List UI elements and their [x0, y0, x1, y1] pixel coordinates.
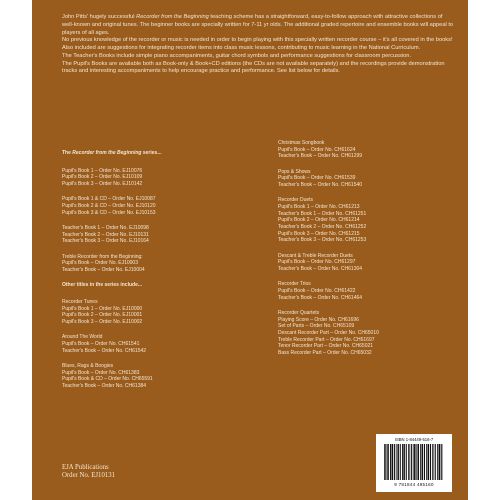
intro-text [62, 14, 454, 76]
barcode-bar [398, 444, 399, 480]
order-item: Teacher's Book 3 – Order No. EJ10164 [62, 238, 149, 245]
title-group [62, 299, 252, 326]
barcode-bar [432, 444, 433, 480]
barcode-bar [422, 444, 423, 480]
barcode-bar [435, 444, 436, 480]
order-item: Teacher's Book – Order No. CH61540 [278, 182, 363, 189]
order-item: Bass Recorder Part – Order No. CH65032 [278, 350, 372, 357]
intro-paragraph: The Pupil's Books are available both as Book-only & Book+CD editions (the CDs are not available separately) and the recordings provide demonstration tracks and interesting accompaniments to help encourage practice and performance. See list below for details. [62, 60, 445, 75]
barcode-bar [409, 444, 410, 480]
barcode-bar [390, 444, 391, 480]
intro-paragraph: John Pitts' hugely successful Recorder from the Beginning teaching scheme has a straightforward, easy-to-follow approach with attractive collections of well-known and original tunes. The beginner books are specially written for 7-11 yr olds. The additional graded repertoire and ensemble books will appeal to players of all ages. [62, 14, 454, 36]
barcode-bar [406, 444, 407, 480]
title-group-header: Treble Recorder from the Beginning: [62, 253, 143, 260]
title-group-header: Christmas Songbook [278, 140, 325, 146]
barcode-bar [408, 444, 409, 480]
title-group [62, 168, 252, 188]
publisher-name: EJA Publications [62, 464, 109, 471]
title-group [62, 225, 252, 245]
order-item: Pupil's Book 2 & CD – Order No. EJ10120 [62, 203, 156, 210]
order-item: Set of Parts – Order No. CH65109 [278, 323, 355, 330]
order-item: Tenor Recorder Part – Order No. CH65021 [278, 343, 374, 350]
order-item: Teacher's Book 2 – Order No. CH61252 [278, 224, 367, 231]
title-group [62, 196, 252, 216]
intro-paragraph: The Teacher's Books include simple piano accompaniments, guitar chord symbols and performance suggestions for classroom percussion. [62, 52, 412, 59]
title-group-header: Recorder Duets [278, 197, 314, 204]
barcode-icon [384, 444, 446, 480]
title-group [278, 310, 468, 357]
order-item: Pupil's Book – Order No. CH61383 [62, 369, 140, 376]
order-item: Pupil's Book 3 – Order No. EJ10142 [62, 181, 143, 188]
barcode-box [376, 434, 452, 492]
order-item: Pupil's Book 3 – Order No. CH61215 [278, 230, 360, 237]
title-group-header: Blues, Rags & Boogies [62, 363, 114, 369]
title-group-header: Recorder Quartets [278, 310, 320, 317]
order-item: Teacher's Book – Order No. CH61299 [278, 153, 363, 160]
barcode-bar [430, 444, 431, 480]
title-group [278, 253, 468, 273]
order-item: Playing Score – Order No. CH61696 [278, 316, 359, 323]
ean-number: 9 781844 495160 [394, 482, 434, 487]
order-item: Teacher's Book 1 – Order No. EJ10098 [62, 225, 149, 231]
barcode-bar [404, 444, 405, 480]
order-item: Pupil's Book – Order No. CH61539 [278, 175, 356, 182]
isbn-label: ISBN 1-84449-516-7 [394, 437, 434, 442]
order-item: Teacher's Book – Order No. CH61384 [62, 383, 147, 390]
order-item: Pupil's Book – Order No. CH61422 [278, 288, 356, 295]
title-group [278, 197, 468, 244]
title-group-header: Descant & Treble Recorder Duets [278, 252, 353, 259]
title-group [278, 281, 468, 301]
barcode-bar [402, 444, 404, 480]
order-item: Pupil's Book 3 – Order No. EJ10002 [62, 319, 143, 326]
order-item: Pupil's Book 2 – Order No. CH61214 [278, 217, 360, 224]
barcode-bar [394, 444, 395, 480]
barcode-bar [426, 444, 427, 480]
barcode-bar [396, 444, 397, 480]
barcode-bar [411, 444, 412, 480]
order-item: Pupil's Book – Order No. CH61624 [278, 146, 356, 153]
order-item: Treble Recorder Part – Order No. CH61697 [278, 336, 375, 343]
title-group-header: Pops & Shows [278, 168, 311, 175]
barcode-bar [434, 444, 435, 480]
barcode-bar [439, 444, 441, 480]
barcode-bar [387, 444, 389, 480]
barcode-bar [424, 444, 425, 480]
order-item: Pupil's Book – Order No. CH61297 [278, 259, 356, 266]
title-group [62, 363, 252, 390]
publisher-order-number: Order No. EJ10131 [62, 472, 116, 480]
order-item: Pupil's Book 2 – Order No. EJ10001 [62, 312, 143, 319]
barcode-bar [417, 444, 419, 480]
series-heading: The Recorder from the Beginning series... [62, 150, 162, 156]
barcode-bar [400, 444, 401, 480]
order-item: Pupil's Book 1 – Order No. EJ10000 [62, 305, 143, 312]
series-list [62, 168, 252, 274]
order-item: Teacher's Book – Order No. CH61542 [62, 347, 147, 354]
title-group [62, 334, 252, 354]
order-item: Pupil's Book 1 & CD – Order No. EJ10087 [62, 196, 156, 203]
order-item: Teacher's Book 2 – Order No. EJ10131 [62, 231, 149, 238]
barcode-bar [413, 444, 415, 480]
title-group [278, 140, 468, 160]
title-group-header: Recorder Tunes [62, 299, 98, 305]
barcode-bar [420, 444, 421, 480]
barcode-bar [415, 444, 416, 480]
barcode-bar [385, 444, 386, 480]
back-cover [32, 0, 468, 500]
order-item: Teacher's Book – Order No. CH61304 [278, 266, 363, 273]
order-item: Pupil's Book – Order No. CH61541 [62, 341, 140, 348]
order-item: Pupil's Book 3 & CD – Order No. EJ10153 [62, 209, 156, 216]
title-group [62, 254, 252, 274]
barcode-bar [384, 444, 385, 480]
title-group-header: Around The World [62, 334, 103, 341]
order-item: Teacher's Book 1 – Order No. CH61251 [278, 210, 367, 217]
title-group [278, 169, 468, 189]
order-item: Pupil's Book & CD – Order No. CH65591 [62, 376, 153, 383]
order-item: Teacher's Book – Order No. CH61464 [278, 294, 363, 301]
order-item: Teacher's Book – Order No. EJ10004 [62, 267, 145, 274]
order-item: Pupil's Book 1 – Order No. EJ10076 [62, 167, 143, 174]
order-item: Pupil's Book 1 – Order No. CH61213 [278, 204, 360, 210]
barcode-bar [392, 444, 394, 480]
left-column [62, 150, 252, 398]
right-column [278, 140, 468, 365]
other-titles-heading: Other titles in the series include... [62, 282, 143, 289]
barcode-bar [437, 444, 438, 480]
order-item: Pupil's Book 2 – Order No. EJ10109 [62, 174, 143, 181]
order-item: Teacher's Book 3 – Order No. CH61253 [278, 237, 367, 244]
order-item: Pupil's Book – Order No. EJ10003 [62, 260, 138, 267]
intro-paragraph: No previous knowledge of the recorder or music is needed in order to begin playing with this specially written recorder course – it's all covered in the books! Also included are suggestions for integrating recorder items into class music lessons, contributing to music learning in the National Curriculum. [62, 37, 453, 51]
title-group-header: Recorder Trios [278, 281, 311, 288]
barcode-bar [441, 444, 442, 480]
barcode-bar [428, 444, 430, 480]
order-item: Descant Recorder Part – Order No. CH65010 [278, 330, 379, 337]
publisher-block [62, 464, 115, 481]
other-titles-list [62, 299, 252, 390]
